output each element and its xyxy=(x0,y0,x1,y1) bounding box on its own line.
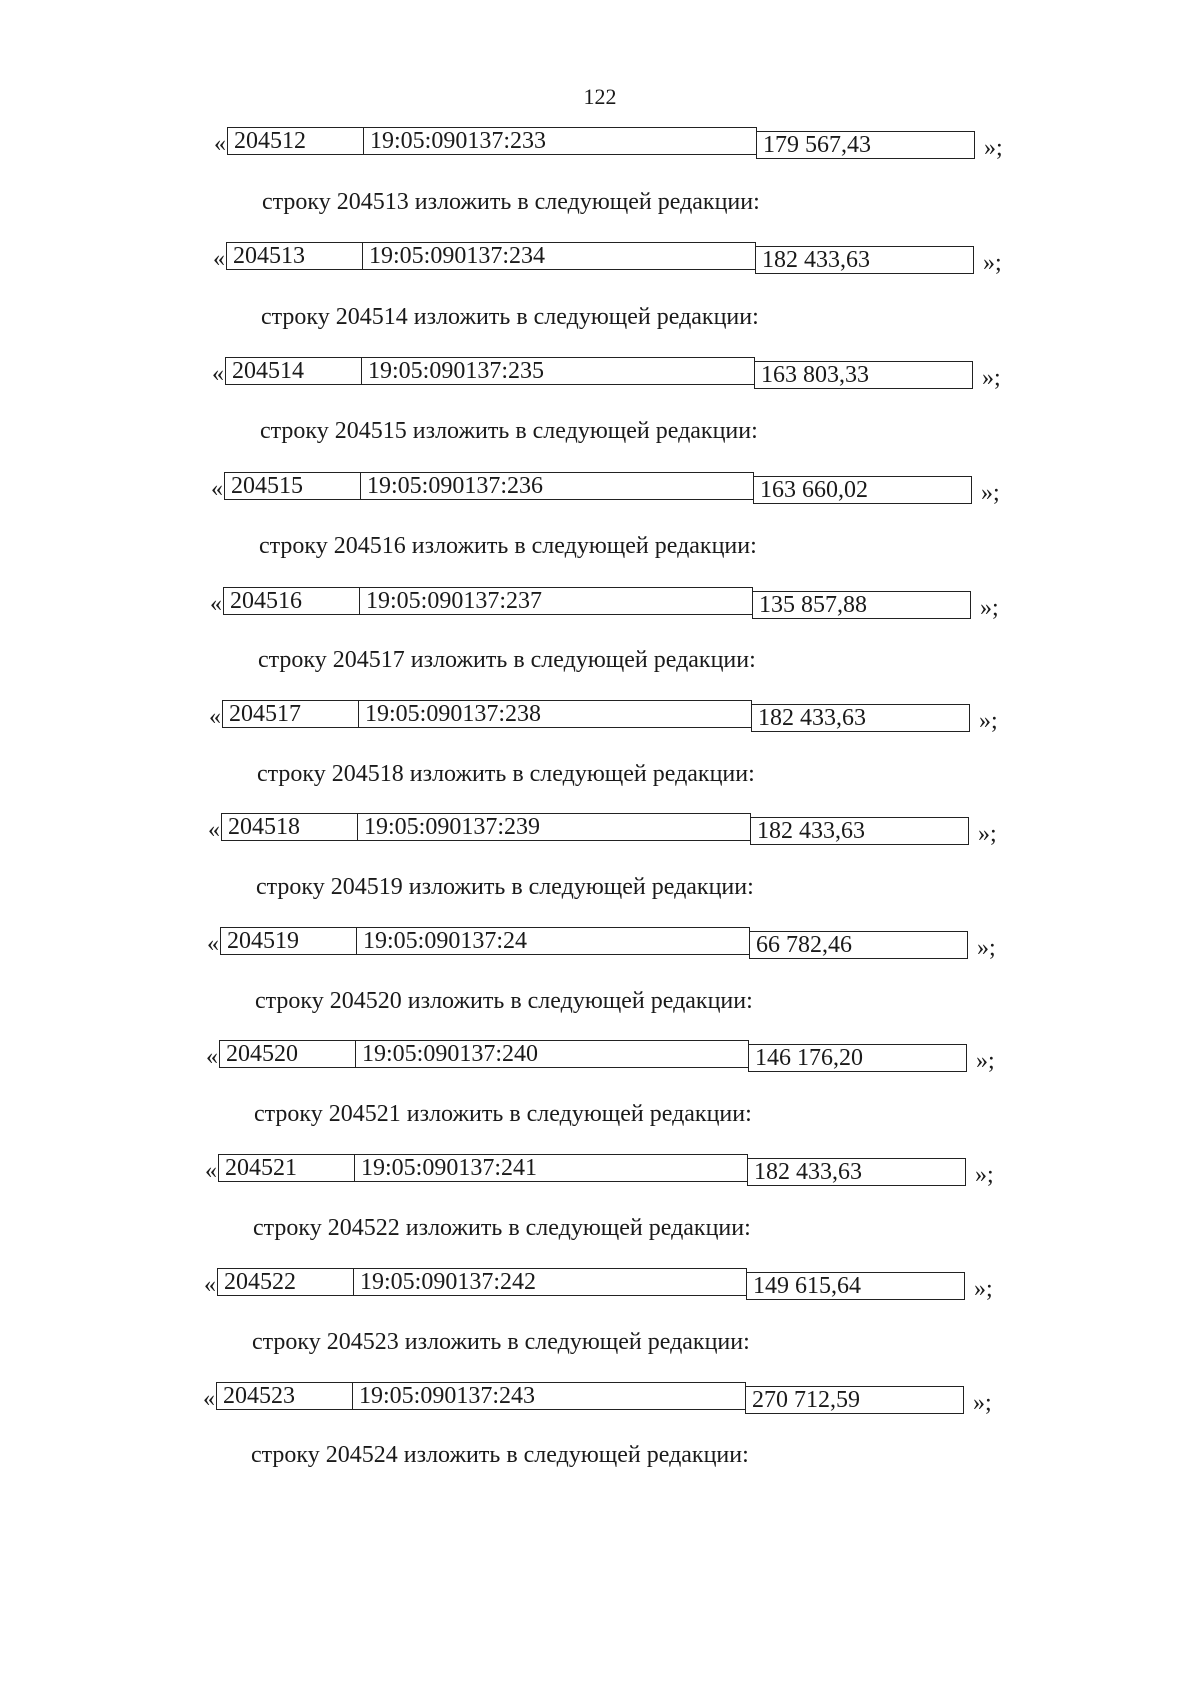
opening-quote: « xyxy=(207,931,219,957)
cadastral-number-cell: 19:05:090137:238 xyxy=(358,700,752,728)
cadastral-number-cell: 19:05:090137:234 xyxy=(362,242,756,270)
amendment-instruction: строку 204522 изложить в следующей редакции: xyxy=(253,1215,751,1241)
opening-quote: « xyxy=(206,1044,218,1070)
table-row xyxy=(210,587,1000,619)
closing-quote: »; xyxy=(984,135,1003,161)
closing-quote: »; xyxy=(982,365,1001,391)
table-row xyxy=(211,472,1001,504)
amendment-instruction: строку 204516 изложить в следующей редакции: xyxy=(259,533,757,559)
amendment-instruction: строку 204520 изложить в следующей редакции: xyxy=(255,988,753,1014)
cadastral-number-cell: 19:05:090137:233 xyxy=(363,127,757,155)
row-number-cell: 204513 xyxy=(226,242,363,270)
amendment-instruction: строку 204517 изложить в следующей редакции: xyxy=(258,647,756,673)
amendment-instruction: строку 204521 изложить в следующей редакции: xyxy=(254,1101,752,1127)
page-number: 122 xyxy=(583,84,617,109)
amount-cell: 270 712,59 xyxy=(745,1386,964,1414)
amount-cell: 182 433,63 xyxy=(750,817,969,845)
table-row xyxy=(203,1382,993,1414)
amount-cell: 135 857,88 xyxy=(752,591,971,619)
opening-quote: « xyxy=(210,591,222,617)
row-number-cell: 204519 xyxy=(220,927,357,955)
closing-quote: »; xyxy=(978,821,997,847)
table-row xyxy=(206,1040,996,1072)
amount-cell: 163 660,02 xyxy=(753,476,972,504)
row-number-cell: 204521 xyxy=(218,1154,355,1182)
row-number-cell: 204516 xyxy=(223,587,360,615)
opening-quote: « xyxy=(205,1158,217,1184)
row-number-cell: 204523 xyxy=(216,1382,353,1410)
row-number-cell: 204517 xyxy=(222,700,359,728)
table-row xyxy=(213,242,1003,274)
table-row xyxy=(207,927,997,959)
amount-cell: 149 615,64 xyxy=(746,1272,965,1300)
opening-quote: « xyxy=(203,1386,215,1412)
amendment-instruction: строку 204514 изложить в следующей редакции: xyxy=(261,304,759,330)
amount-cell: 146 176,20 xyxy=(748,1044,967,1072)
table-row xyxy=(204,1268,994,1300)
table-row xyxy=(208,813,998,845)
cadastral-number-cell: 19:05:090137:243 xyxy=(352,1382,746,1410)
cadastral-number-cell: 19:05:090137:242 xyxy=(353,1268,747,1296)
amendment-instruction: строку 204515 изложить в следующей редакции: xyxy=(260,418,758,444)
closing-quote: »; xyxy=(977,935,996,961)
opening-quote: « xyxy=(209,704,221,730)
opening-quote: « xyxy=(214,131,226,157)
amount-cell: 179 567,43 xyxy=(756,131,975,159)
amendment-instruction: строку 204518 изложить в следующей редакции: xyxy=(257,761,755,787)
table-row xyxy=(214,127,1004,159)
closing-quote: »; xyxy=(973,1390,992,1416)
cadastral-number-cell: 19:05:090137:237 xyxy=(359,587,753,615)
amount-cell: 66 782,46 xyxy=(749,931,968,959)
opening-quote: « xyxy=(211,476,223,502)
closing-quote: »; xyxy=(980,595,999,621)
closing-quote: »; xyxy=(979,708,998,734)
cadastral-number-cell: 19:05:090137:240 xyxy=(355,1040,749,1068)
amount-cell: 163 803,33 xyxy=(754,361,973,389)
amount-cell: 182 433,63 xyxy=(755,246,974,274)
opening-quote: « xyxy=(204,1272,216,1298)
closing-quote: »; xyxy=(976,1048,995,1074)
opening-quote: « xyxy=(208,817,220,843)
amendment-instruction: строку 204513 изложить в следующей редакции: xyxy=(262,189,760,215)
amendment-instruction: строку 204523 изложить в следующей редакции: xyxy=(252,1329,750,1355)
table-row xyxy=(209,700,999,732)
row-number-cell: 204512 xyxy=(227,127,364,155)
row-number-cell: 204518 xyxy=(221,813,358,841)
cadastral-number-cell: 19:05:090137:235 xyxy=(361,357,755,385)
closing-quote: »; xyxy=(981,480,1000,506)
closing-quote: »; xyxy=(974,1276,993,1302)
row-number-cell: 204515 xyxy=(224,472,361,500)
opening-quote: « xyxy=(213,246,225,272)
amendment-instruction: строку 204524 изложить в следующей редакции: xyxy=(251,1442,749,1468)
amount-cell: 182 433,63 xyxy=(751,704,970,732)
amendment-instruction: строку 204519 изложить в следующей редакции: xyxy=(256,874,754,900)
closing-quote: »; xyxy=(983,250,1002,276)
row-number-cell: 204522 xyxy=(217,1268,354,1296)
cadastral-number-cell: 19:05:090137:24 xyxy=(356,927,750,955)
row-number-cell: 204514 xyxy=(225,357,362,385)
opening-quote: « xyxy=(212,361,224,387)
row-number-cell: 204520 xyxy=(219,1040,356,1068)
closing-quote: »; xyxy=(975,1162,994,1188)
cadastral-number-cell: 19:05:090137:241 xyxy=(354,1154,748,1182)
table-row xyxy=(212,357,1002,389)
amount-cell: 182 433,63 xyxy=(747,1158,966,1186)
table-row xyxy=(205,1154,995,1186)
cadastral-number-cell: 19:05:090137:239 xyxy=(357,813,751,841)
cadastral-number-cell: 19:05:090137:236 xyxy=(360,472,754,500)
